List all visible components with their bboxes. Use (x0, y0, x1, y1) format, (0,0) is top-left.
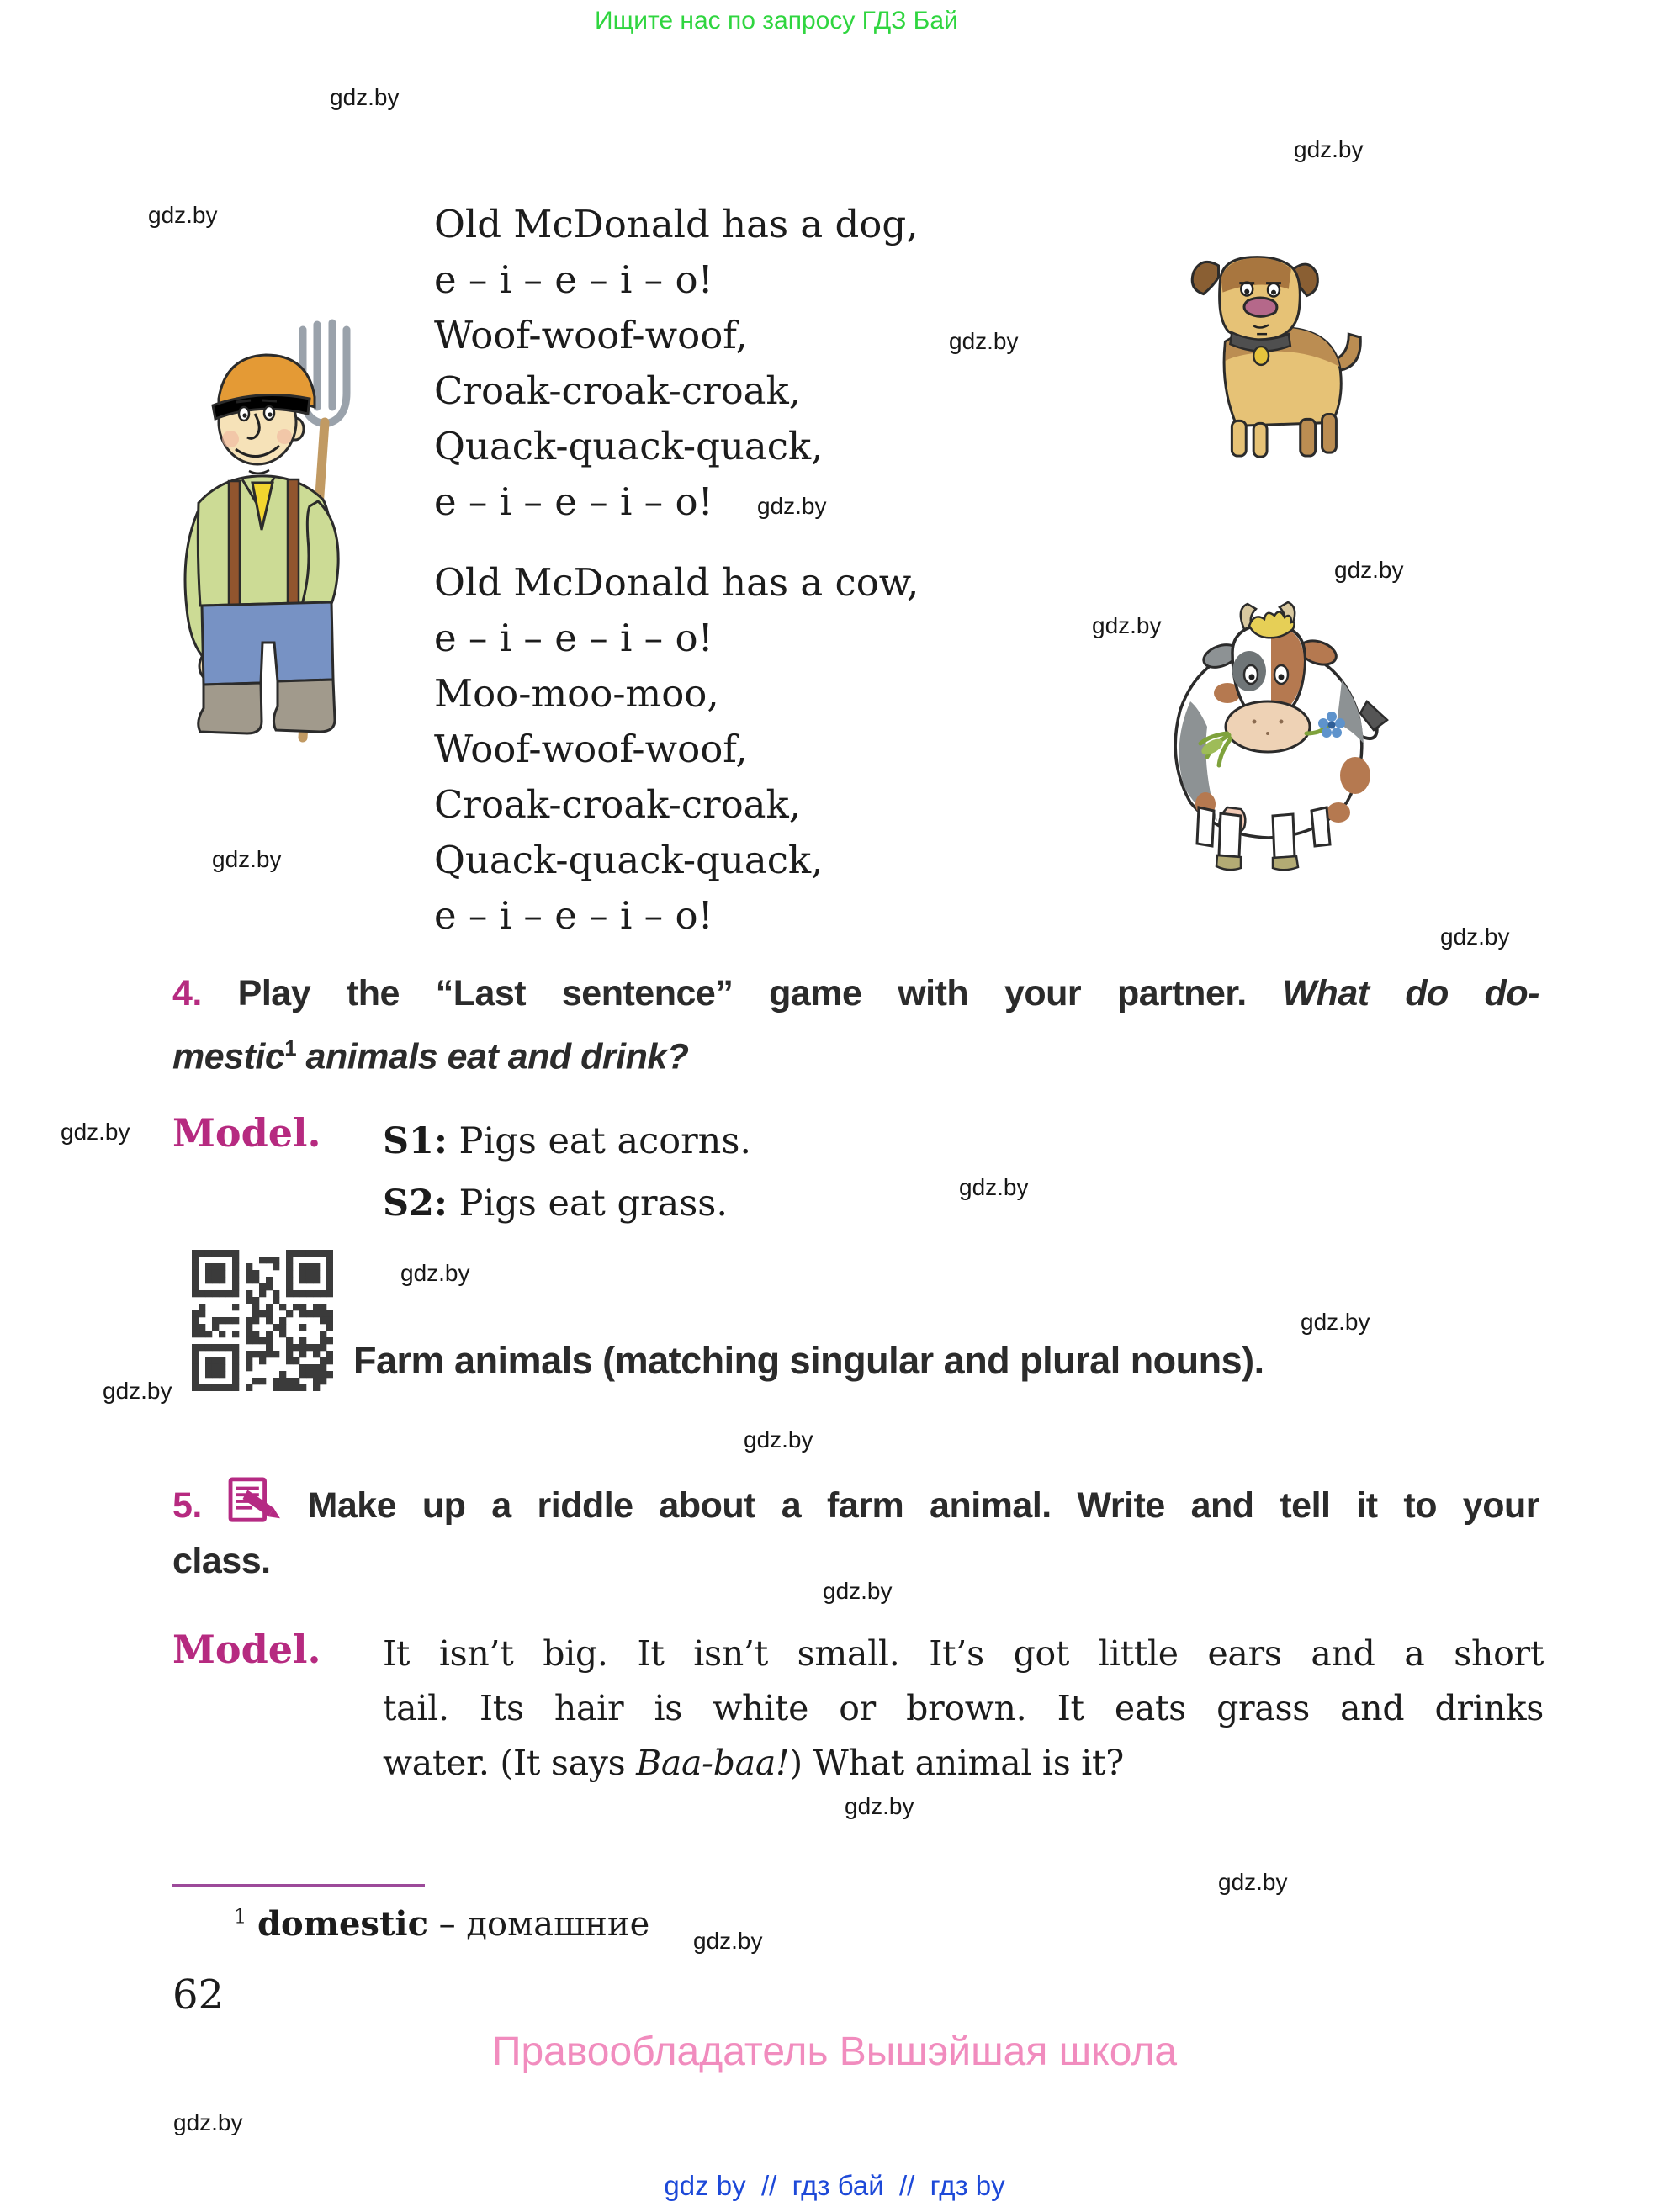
gdz-watermark: gdz.by (1440, 923, 1510, 950)
song-line: Croak-croak-croak, (434, 782, 802, 827)
task4 (172, 966, 1539, 1084)
song-line: e – i – e – i – o! (434, 479, 713, 524)
song-line: Old McDonald has a cow, (434, 560, 919, 605)
gdz-watermark: gdz.by (949, 328, 1019, 354)
task5-text: Make up a riddle about a farm animal. Write and tell it to your (307, 1485, 1539, 1526)
task4-question-rest: animals eat and drink? (296, 1036, 689, 1077)
model4-s2 (383, 1172, 751, 1235)
gdz-watermark: gdz.by (61, 1119, 130, 1145)
gdz-watermark: gdz.by (400, 1260, 470, 1286)
gdz-watermark: gdz.by (1301, 1309, 1370, 1335)
task5-number: 5. (172, 1485, 202, 1526)
qr-caption: Farm animals (matching singular and plural nouns). (353, 1339, 1264, 1382)
footnote-translation: – домашние (427, 1905, 650, 1944)
song-verse-1 (434, 197, 919, 530)
model5-label: Model. (172, 1627, 321, 1672)
task4-text: Play the “Last sentence” game with your partner. (237, 973, 1247, 1013)
footnote-sup: 1 (234, 1904, 247, 1929)
song-line: Woof-woof-woof, (434, 727, 748, 771)
footnote (234, 1904, 649, 1944)
riddle-line3-pre: water. (It says (383, 1743, 637, 1783)
speaker2-text: Pigs eat grass. (447, 1183, 729, 1225)
task4-line1 (172, 966, 1539, 1021)
gdz-watermark: gdz.by (845, 1793, 914, 1819)
qr-code (192, 1250, 333, 1391)
task4-question-word: mestic (172, 1036, 285, 1077)
gdz-watermark: gdz.by (330, 84, 400, 110)
cow-illustration (1146, 601, 1391, 878)
gdz-watermark: gdz.by (1294, 136, 1364, 162)
gdz-watermark: gdz.by (148, 202, 218, 228)
task5-line1 (172, 1477, 1539, 1533)
song-line: Croak-croak-croak, (434, 368, 802, 413)
song-line: e – i – e – i – o! (434, 893, 713, 938)
promo-banner: Ищите нас по запросу ГДЗ Бай (595, 7, 958, 34)
song-line: Moo-moo-moo, (434, 671, 719, 716)
task4-question-start: What do do- (1282, 973, 1540, 1013)
task5-line2: class. (172, 1541, 271, 1581)
model4-label: Model. (172, 1110, 321, 1156)
footnote-ref: 1 (284, 1037, 297, 1061)
model4-s1 (383, 1110, 751, 1172)
gdz-watermark: gdz.by (744, 1426, 813, 1453)
speaker1-label: S1: (383, 1120, 448, 1162)
song-line: Quack-quack-quack, (434, 424, 824, 468)
gdz-watermark: gdz.by (1092, 612, 1162, 638)
riddle-line2: tail. Its hair is white or brown. It eats grass and drinks (383, 1688, 1544, 1728)
writing-task-icon (228, 1485, 282, 1526)
song-line: Woof-woof-woof, (434, 313, 748, 357)
speaker2-label: S2: (383, 1183, 448, 1225)
song-verse-2 (434, 555, 919, 944)
footer-links[interactable]: gdz by // гдз бай // гдз by (664, 2170, 1005, 2201)
gdz-watermark: gdz.by (103, 1378, 172, 1404)
copyright-line: Правообладатель Вышэйшая школа (491, 2029, 1178, 2074)
riddle-line3-post: ) What animal is it? (789, 1743, 1124, 1783)
song-line: e – i – e – i – o! (434, 616, 713, 660)
speaker1-text: Pigs eat acorns. (447, 1120, 752, 1162)
model5-riddle (383, 1627, 1544, 1791)
song-line: Quack-quack-quack, (434, 838, 824, 882)
song-line: Old McDonald has a dog, (434, 202, 919, 246)
footnote-term: domestic (257, 1904, 428, 1944)
task5 (172, 1477, 1539, 1589)
footnote-rule (172, 1884, 425, 1887)
model4-dialog (383, 1110, 751, 1235)
task4-line2 (172, 1021, 1539, 1084)
gdz-watermark: gdz.by (212, 846, 282, 872)
dog-illustration (1176, 246, 1370, 463)
gdz-watermark: gdz.by (1334, 557, 1404, 583)
gdz-watermark: gdz.by (173, 2109, 243, 2135)
riddle-sound: Baa-baa! (636, 1743, 790, 1783)
gdz-watermark: gdz.by (693, 1928, 763, 1954)
gdz-watermark: gdz.by (959, 1174, 1029, 1200)
riddle-line3 (383, 1736, 1544, 1791)
gdz-watermark: gdz.by (757, 493, 827, 519)
gdz-watermark: gdz.by (823, 1578, 893, 1604)
gdz-watermark: gdz.by (1218, 1869, 1288, 1895)
page-number: 62 (172, 1971, 225, 2019)
riddle-line1: It isn’t big. It isn’t small. It’s got little ears and a short (383, 1633, 1544, 1674)
song-line: e – i – e – i – o! (434, 257, 713, 302)
farmer-illustration (175, 313, 377, 747)
task4-number: 4. (172, 973, 202, 1013)
